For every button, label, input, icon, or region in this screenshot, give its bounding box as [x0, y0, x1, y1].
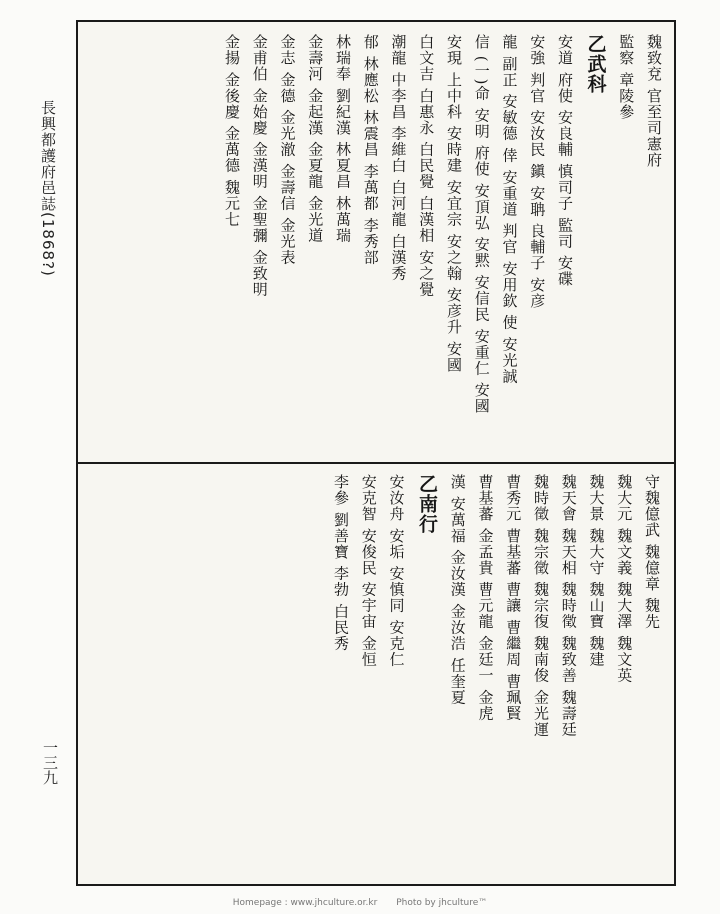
footer-homepage: Homepage : www.jhculture.or.kr — [232, 898, 378, 908]
text-column: 潮龍 中李昌 李維白 白河龍 白漢秀 — [389, 34, 408, 282]
top-text-block — [104, 34, 664, 452]
footer — [0, 898, 720, 908]
text-column: 魏時徵 魏宗徵 魏宗復 魏南俊 金光運 — [532, 474, 550, 738]
bottom-text-block — [114, 474, 662, 878]
text-column: 魏天會 魏天相 魏時徵 魏致善 魏壽廷 — [559, 474, 578, 738]
text-column: 金壽河 金起漢 金夏龍 金光道 — [306, 34, 325, 244]
text-column: 安強 判官 安汝民 鎭 安聃 良輔子 安彦 — [528, 34, 547, 309]
text-column: 魏大景 魏大守 魏山寶 魏建 — [587, 474, 606, 668]
page-number: 一三九 — [41, 740, 59, 785]
side-title: 長興都護府邑誌(1868?) — [39, 100, 57, 277]
text-column: 魏致兗 官至司憲府 — [645, 34, 663, 168]
text-column: 信 (一)命 安明 府使 安頂弘 安黙 安信民 安重仁 安國 — [472, 34, 491, 414]
text-column: 金志 金德 金光澈 金壽信 金光表 — [278, 34, 297, 266]
text-column: 林瑞奉 劉紀漢 林夏昌 林萬瑞 — [333, 34, 352, 244]
footer-photo-credit: Photo by jhculture™ — [396, 898, 488, 908]
text-column: 金揚 金後慶 金萬德 魏元七 — [222, 34, 241, 228]
text-column: 曹基蕃 金孟貴 曹元龍 金廷一 金虎 — [476, 474, 495, 722]
section-divider — [78, 462, 674, 464]
text-column: 監察 章陵參 — [617, 34, 636, 120]
text-column: 安汝舟 安垢 安慎同 安克仁 — [387, 474, 406, 668]
text-column: 李參 劉善寶 李勃 白民秀 — [331, 474, 350, 652]
text-column: 安現 上中科 安時建 安宜宗 安之翰 安彦升 安國 — [444, 34, 463, 373]
text-column: 魏大元 魏文義 魏大澤 魏文英 — [615, 474, 634, 684]
text-column: 龍 副正 安敏德 倖 安重道 判官 安用欽 使 安光誠 — [500, 34, 519, 385]
text-column: 安道 府使 安良輔 慎司子 監司 安碟 — [555, 34, 574, 287]
text-column: 曹秀元 曹基蕃 曹讓 曹繼周 曹珮賢 — [504, 474, 523, 722]
text-column: 漢 安萬福 金汝漢 金汝浩 任奎夏 — [448, 474, 467, 706]
text-column: 守魏億武 魏億章 魏先 — [643, 474, 661, 630]
page-frame — [76, 20, 676, 886]
text-column: 白文吉 白惠永 白民覺 白漢相 安之覺 — [417, 34, 436, 298]
section-heading: 乙南行 — [416, 474, 438, 534]
text-column: 安克智 安俊民 安宇宙 金恒 — [359, 474, 378, 668]
text-column: 金甫伯 金始慶 金漢明 金聖彌 金致明 — [250, 34, 269, 298]
text-column: 郁 林應松 林震昌 李萬都 李秀部 — [361, 34, 380, 266]
section-heading: 乙武科 — [584, 34, 607, 94]
